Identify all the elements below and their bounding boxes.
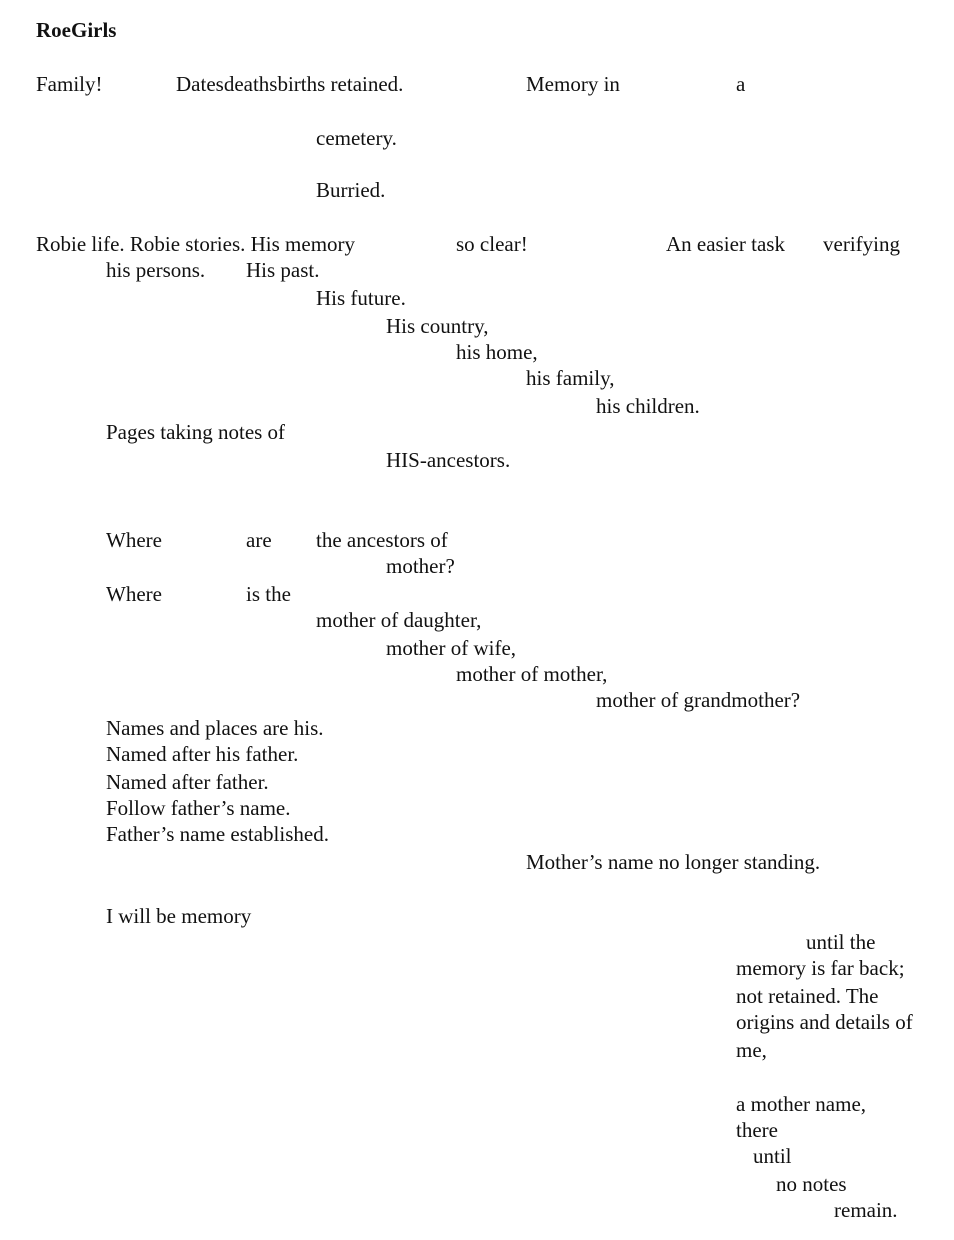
line-remain: remain. (834, 1198, 898, 1222)
line-follow: Follow father’s name. (106, 796, 291, 820)
line-mother-daughter: mother of daughter, (316, 608, 482, 632)
line-persons: his persons. (106, 258, 206, 282)
line-future: His future. (316, 286, 406, 310)
line-family: Family! (36, 72, 103, 96)
line-pages: Pages taking notes of (106, 420, 286, 444)
line-names-places: Names and places are his. (106, 716, 324, 740)
line-a: a (736, 72, 746, 96)
line-his-ancestors: HIS-ancestors. (386, 448, 511, 472)
line-there: there (736, 1118, 778, 1142)
line-will-be: I will be memory (106, 904, 252, 928)
line-until: until (753, 1144, 792, 1168)
line-mother-mother: mother of mother, (456, 662, 608, 686)
line-children: his children. (596, 394, 700, 418)
line-origins: origins and details of (736, 1010, 913, 1034)
line-mother-grandmother: mother of grandmother? (596, 688, 801, 712)
line-ancestors-of: the ancestors of (316, 528, 448, 552)
line-past: His past. (246, 258, 320, 282)
line-is-the: is the (246, 582, 291, 606)
line-easier: An easier task (666, 232, 785, 256)
line-cemetery: cemetery. (316, 126, 397, 150)
line-established: Father’s name established. (106, 822, 329, 846)
line-country: His country, (386, 314, 489, 338)
line-me: me, (736, 1038, 767, 1062)
line-named-father: Named after father. (106, 770, 269, 794)
line-memory-in: Memory in (526, 72, 620, 96)
line-where-2: Where (106, 582, 162, 606)
line-where-1: Where (106, 528, 162, 552)
line-robie: Robie life. Robie stories. His memory (36, 232, 356, 256)
line-verifying: verifying (823, 232, 900, 256)
line-dates: Datesdeathsbirths retained. (176, 72, 404, 96)
line-mother-wife: mother of wife, (386, 636, 517, 660)
line-mothers-name: Mother’s name no longer standing. (526, 850, 821, 874)
line-mother-name: a mother name, (736, 1092, 867, 1116)
line-home: his home, (456, 340, 538, 364)
line-family-his: his family, (526, 366, 615, 390)
line-no-notes: no notes (776, 1172, 847, 1196)
poem-title: RoeGirls (36, 18, 117, 42)
line-not-retained: not retained. The (736, 984, 879, 1008)
line-until-the: until the (806, 930, 876, 954)
line-so-clear: so clear! (456, 232, 528, 256)
line-far-back: memory is far back; (736, 956, 905, 980)
line-mother-q: mother? (386, 554, 455, 578)
line-burried: Burried. (316, 178, 386, 202)
line-named-his-father: Named after his father. (106, 742, 299, 766)
line-are: are (246, 528, 272, 552)
